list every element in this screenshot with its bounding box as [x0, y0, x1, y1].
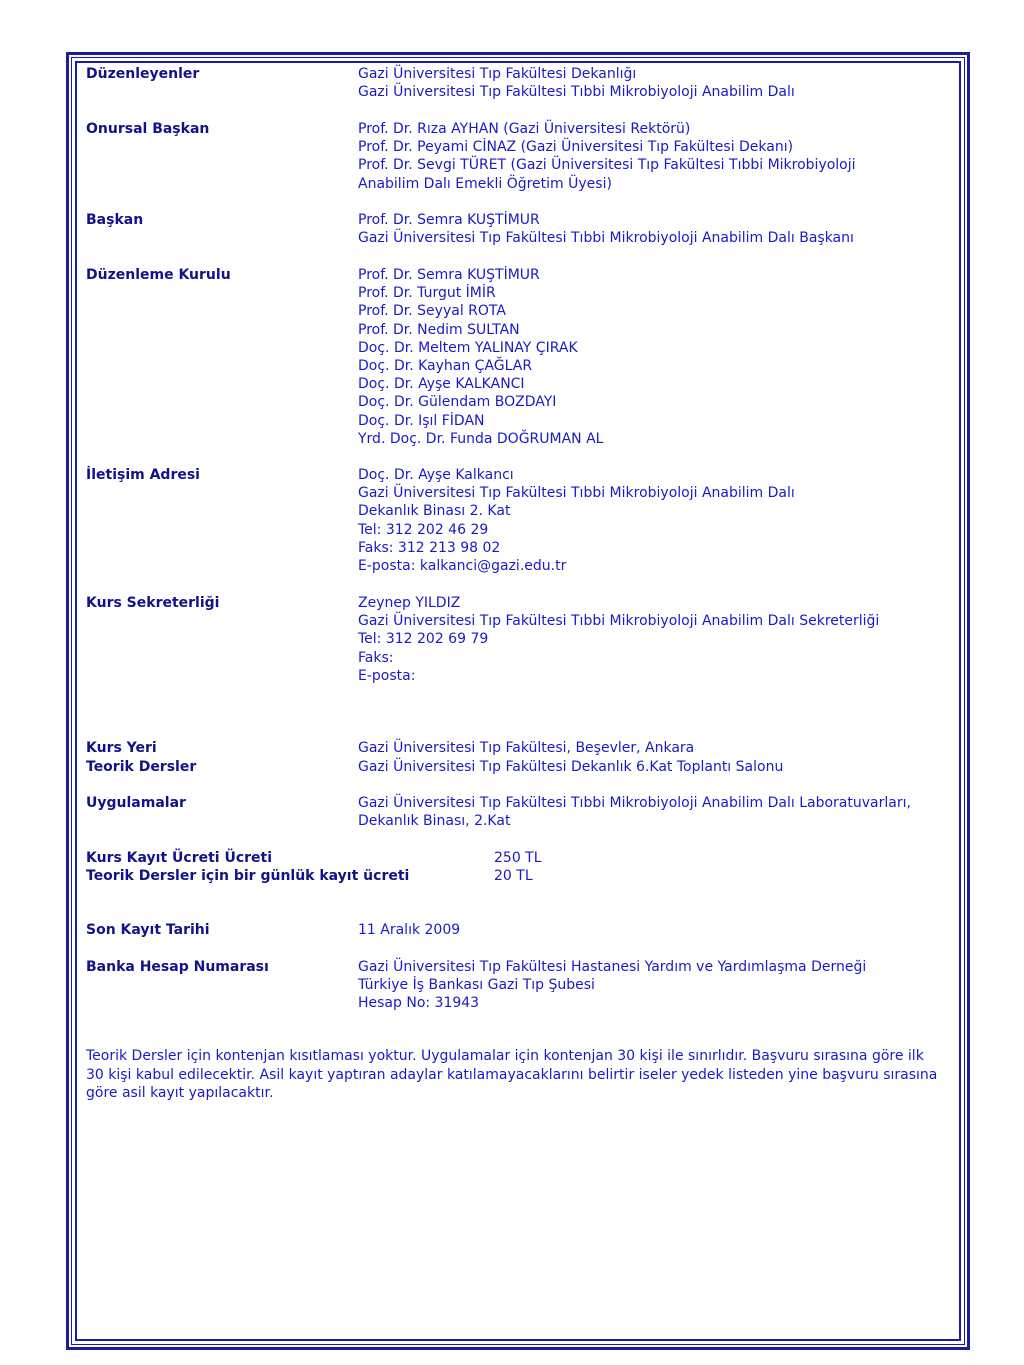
- section-label: Başkan: [86, 212, 144, 228]
- section-values: [358, 266, 948, 448]
- value-line: Tel: 312 202 46 29: [358, 521, 489, 538]
- fee-value-course-registration: 250 TL: [494, 850, 542, 866]
- section-values: [358, 594, 948, 685]
- note-line: 30 kişi kabul edilecektir. Asil kayıt yaptıran adaylar katılamayacaklarını belirtir iseler yedek listeden yine başvuru sırasına: [86, 1066, 938, 1083]
- value-line: Anabilim Dalı Emekli Öğretim Üyesi): [358, 175, 612, 192]
- section-label: Kurs Sekreterliği: [86, 595, 220, 611]
- section-label: Kurs Yeri: [86, 740, 157, 756]
- section-values: [358, 794, 948, 830]
- section-values: [358, 466, 948, 575]
- value-line: Gazi Üniversitesi Tıp Fakültesi Tıbbi Mikrobiyoloji Anabilim Dalı Sekreterliği: [358, 613, 880, 630]
- value-line: Hesap No: 31943: [358, 995, 480, 1012]
- value-line: Dekanlık Binası 2. Kat: [358, 503, 511, 520]
- section-values: [358, 921, 948, 939]
- section-label: Onursal Başkan: [86, 121, 210, 137]
- value-line: Gazi Üniversitesi Tıp Fakültesi Tıbbi Mikrobiyoloji Anabilim Dalı: [358, 84, 795, 101]
- value-line: Prof. Dr. Semra KUŞTİMUR: [358, 267, 540, 283]
- section-values: [358, 958, 948, 1013]
- value-line: Gazi Üniversitesi Tıp Fakültesi Dekanlık 6.Kat Toplantı Salonu: [358, 759, 784, 775]
- value-line: Doç. Dr. Gülendam BOZDAYI: [358, 394, 557, 411]
- value-line: Gazi Üniversitesi Tıp Fakültesi Dekanlığı: [358, 66, 637, 82]
- value-line: Doç. Dr. Ayşe Kalkancı: [358, 467, 514, 483]
- value-line: Prof. Dr. Semra KUŞTİMUR: [358, 212, 540, 228]
- section-values: [358, 211, 948, 247]
- value-line: Doç. Dr. Meltem YALINAY ÇIRAK: [358, 339, 578, 356]
- note-line: Teorik Dersler için kontenjan kısıtlaması yoktur. Uygulamalar için kontenjan 30 kişi ile sınırlıdır. Başvuru sırasına göre ilk: [86, 1048, 924, 1064]
- value-line: Prof. Dr. Turgut İMİR: [358, 285, 496, 302]
- section-label: Teorik Dersler: [86, 759, 197, 775]
- fee-label-course-registration: Kurs Kayıt Ücreti Ücreti: [86, 850, 273, 866]
- value-line: Faks: 312 213 98 02: [358, 539, 501, 556]
- note-line: göre asil kayıt yapılacaktır.: [86, 1085, 274, 1101]
- section-label: Son Kayıt Tarihi: [86, 922, 210, 938]
- section-values: [358, 65, 948, 101]
- value-line: Yrd. Doç. Dr. Funda DOĞRUMAN AL: [358, 430, 604, 447]
- value-line: Gazi Üniversitesi Tıp Fakültesi, Beşevler, Ankara: [358, 740, 695, 756]
- value-line: Gazi Üniversitesi Tıp Fakültesi Tıbbi Mikrobiyoloji Anabilim Dalı Laboratuvarları,: [358, 795, 911, 811]
- section-label: Uygulamalar: [86, 795, 186, 811]
- value-line: Prof. Dr. Seyyal ROTA: [358, 303, 506, 320]
- section-label: İletişim Adresi: [86, 467, 200, 483]
- value-line: Gazi Üniversitesi Tıp Fakültesi Hastanesi Yardım ve Yardımlaşma Derneği: [358, 959, 867, 975]
- value-line: Doç. Dr. Ayşe KALKANCI: [358, 376, 525, 393]
- value-line: Prof. Dr. Peyami CİNAZ (Gazi Üniversitesi Tıp Fakültesi Dekanı): [358, 139, 794, 156]
- value-line: Prof. Dr. Sevgi TÜRET (Gazi Üniversitesi Tıp Fakültesi Tıbbi Mikrobiyoloji: [358, 157, 856, 174]
- fee-value-daily-lecture: 20 TL: [494, 868, 533, 884]
- section-label: Düzenleme Kurulu: [86, 267, 231, 283]
- value-line: Doç. Dr. Kayhan ÇAĞLAR: [358, 358, 533, 375]
- value-line: E-posta:: [358, 667, 416, 684]
- value-line: Gazi Üniversitesi Tıp Fakültesi Tıbbi Mikrobiyoloji Anabilim Dalı: [358, 485, 795, 502]
- value-line: Türkiye İş Bankası Gazi Tıp Şubesi: [358, 977, 595, 994]
- value-line: Prof. Dr. Nedim SULTAN: [358, 321, 520, 338]
- section-values: [358, 739, 948, 757]
- value-line: Faks:: [358, 649, 394, 666]
- section-label: Düzenleyenler: [86, 66, 200, 82]
- quota-note: [86, 1047, 952, 1103]
- value-line: Dekanlık Binası, 2.Kat: [358, 813, 511, 830]
- section-values: [358, 758, 948, 776]
- value-line: Tel: 312 202 69 79: [358, 631, 489, 648]
- value-line: E-posta: kalkanci@gazi.edu.tr: [358, 558, 567, 575]
- value-line: Prof. Dr. Rıza AYHAN (Gazi Üniversitesi Rektörü): [358, 121, 691, 137]
- value-line: Gazi Üniversitesi Tıp Fakültesi Tıbbi Mikrobiyoloji Anabilim Dalı Başkanı: [358, 230, 854, 247]
- value-line: 11 Aralık 2009: [358, 922, 461, 938]
- value-line: Zeynep YILDIZ: [358, 595, 461, 611]
- page-border-inner: [75, 61, 961, 1341]
- section-label: Banka Hesap Numarası: [86, 959, 269, 975]
- section-values: [358, 120, 948, 193]
- fee-label-daily-lecture: Teorik Dersler için bir günlük kayıt ücreti: [86, 868, 410, 884]
- value-line: Doç. Dr. Işıl FİDAN: [358, 412, 485, 429]
